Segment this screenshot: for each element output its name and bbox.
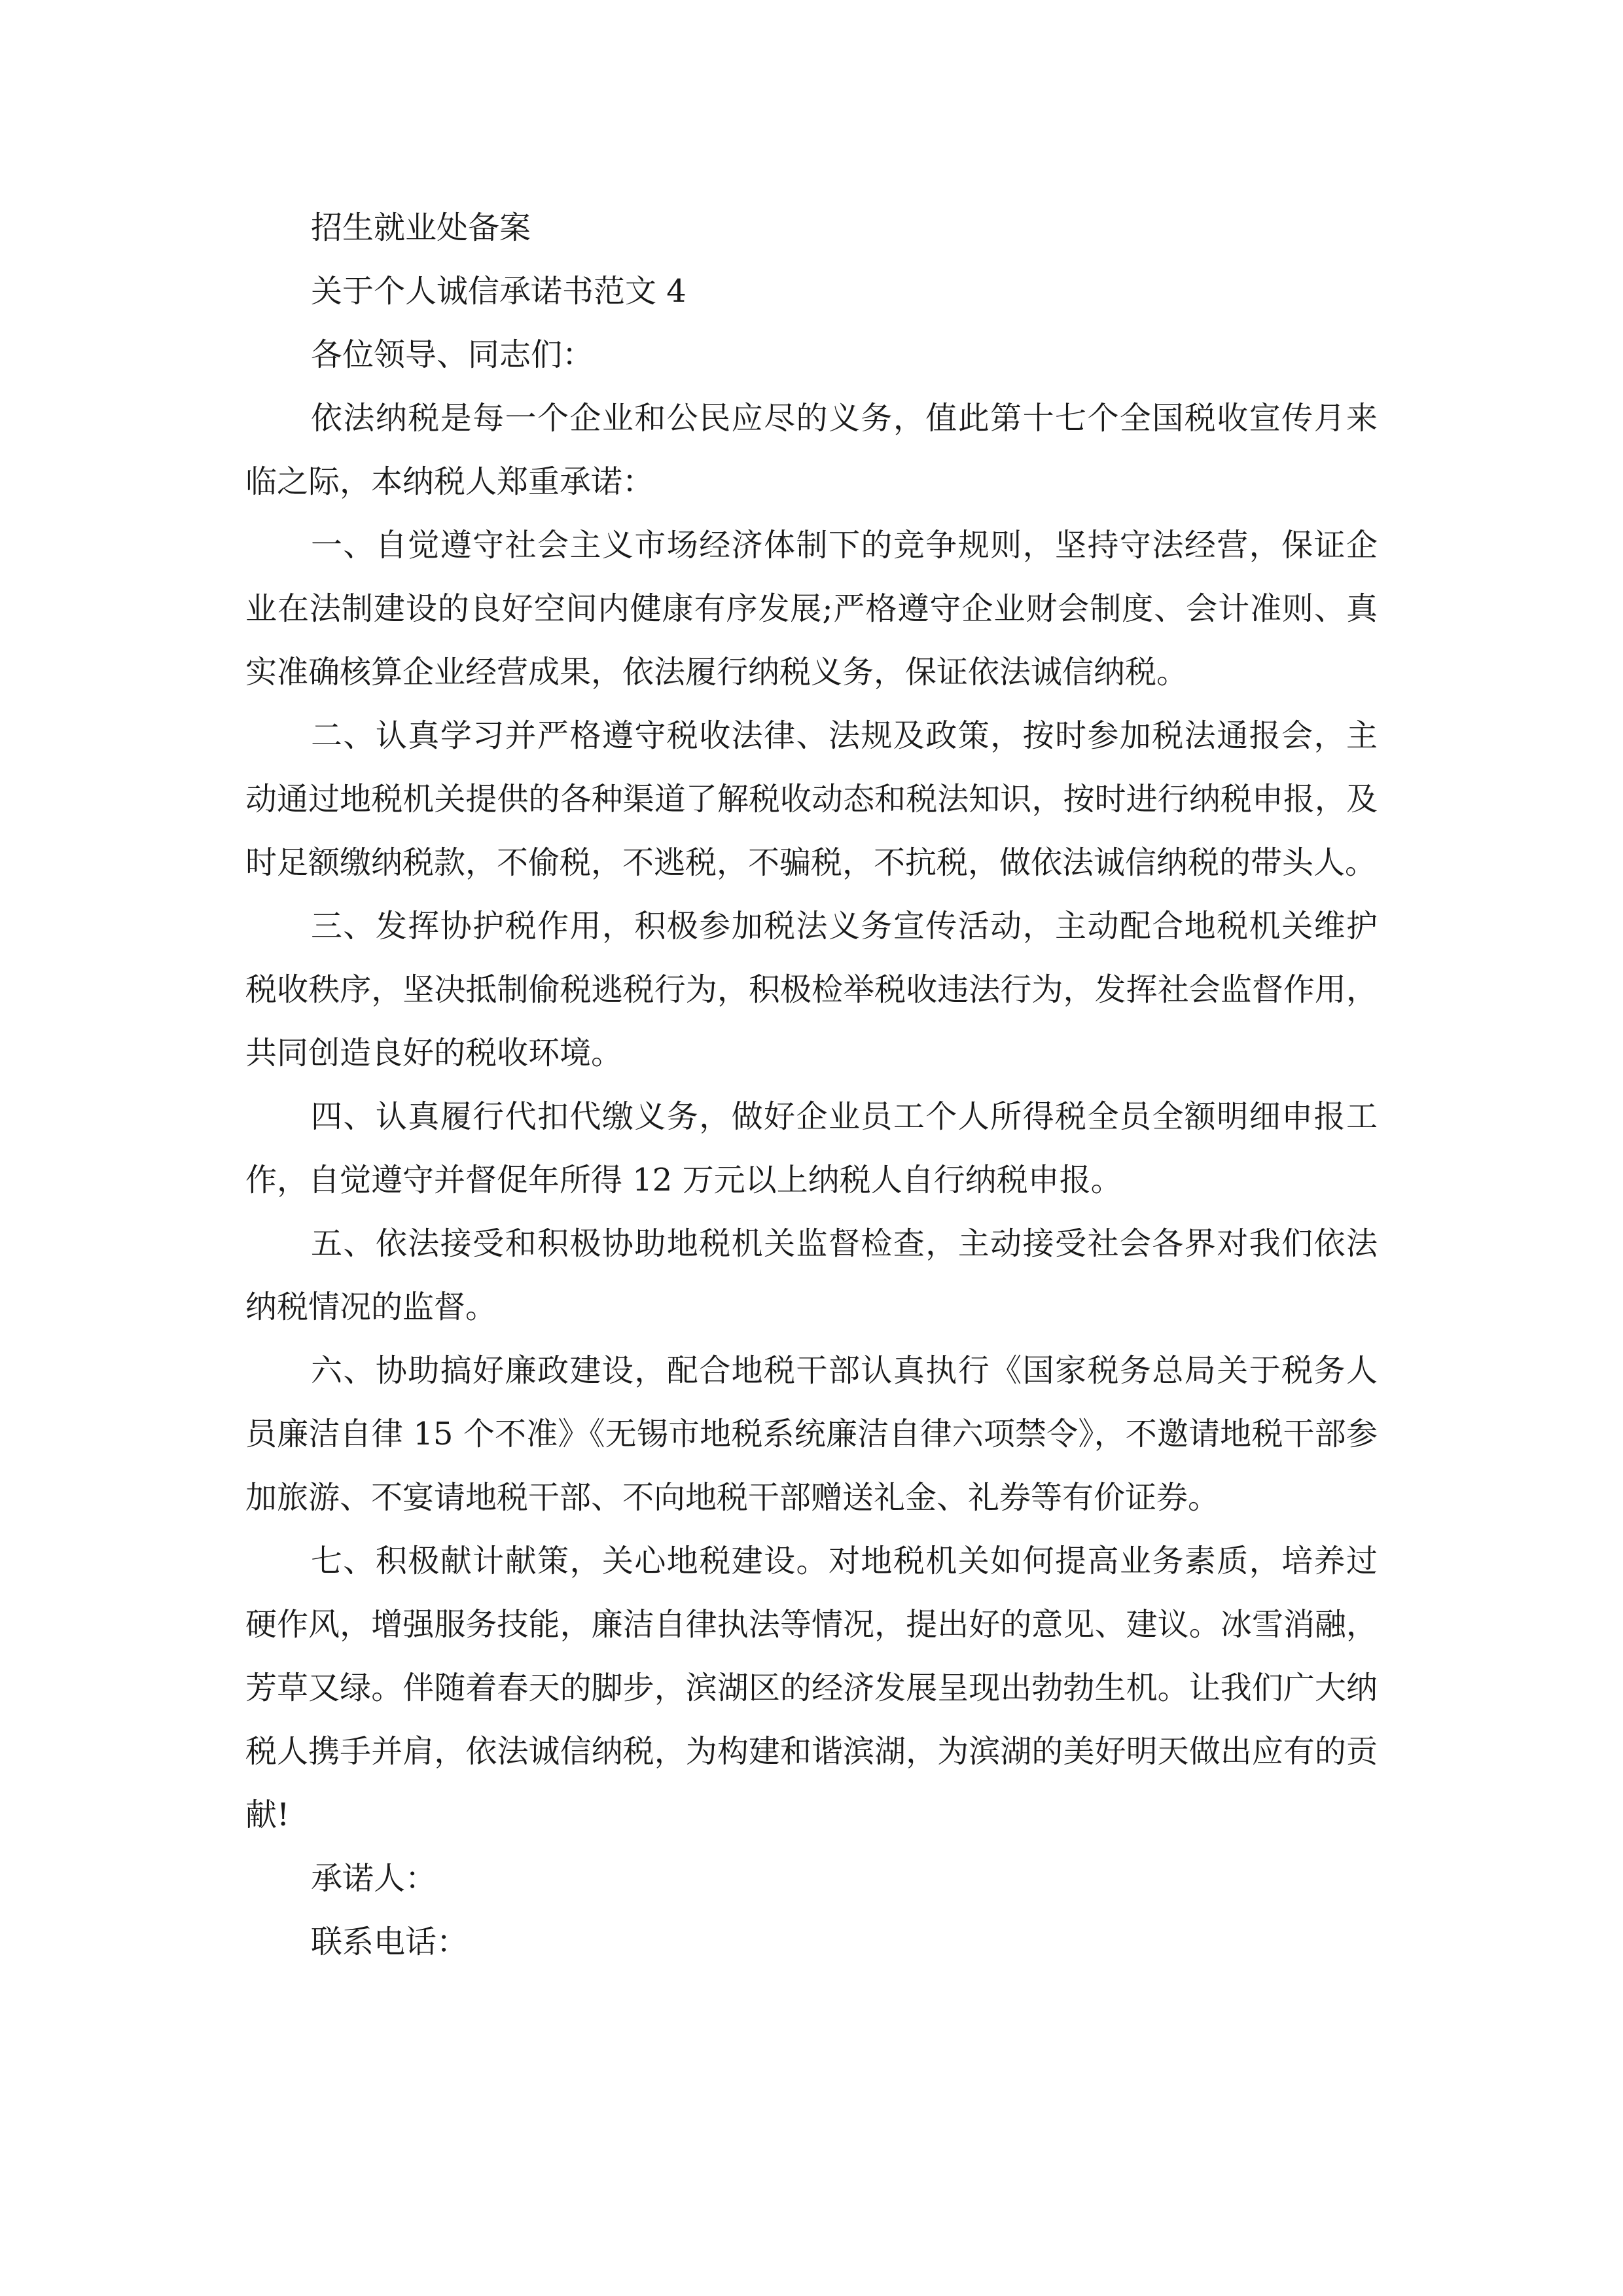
intro-paragraph: 依法纳税是每一个企业和公民应尽的义务，值此第十七个全国税收宣传月来临之际，本纳税人郑重承诺： bbox=[245, 400, 1378, 500]
filing-note: 招生就业处备案 bbox=[311, 209, 531, 246]
commitment-1: 一、自觉遵守社会主义市场经济体制下的竞争规则，坚持守法经营，保证企业在法制建设的良好空间内健康有序发展;严格遵守企业财会制度、会计准则、真实准确核算企业经营成果，依法履行纳税义务，保证依法诚信纳税。 bbox=[245, 527, 1378, 691]
document-title: 关于个人诚信承诺书范文 4 bbox=[311, 273, 687, 310]
phone-label: 联系电话： bbox=[311, 1924, 469, 1960]
salutation: 各位领导、同志们： bbox=[311, 336, 594, 373]
commitment-7: 七、积极献计献策，关心地税建设。对地税机关如何提高业务素质，培养过硬作风，增强服务技能，廉洁自律执法等情况，提出好的意见、建议。冰雪消融，芳草又绿。伴随着春天的脚步，滨湖区的经济发展呈现出勃勃生机。让我们广大纳税人携手并肩，依法诚信纳税，为构建和谐滨湖，为滨湖的美好明天做出应有的贡献! bbox=[245, 1543, 1378, 1833]
document-body bbox=[245, 196, 1378, 1974]
promisor-label: 承诺人： bbox=[311, 1860, 437, 1897]
commitment-3: 三、发挥协护税作用，积极参加税法义务宣传活动，主动配合地税机关维护税收秩序，坚决抵制偷税逃税行为，积极检举税收违法行为，发挥社会监督作用，共同创造良好的税收环境。 bbox=[245, 908, 1378, 1071]
commitment-6: 六、协助搞好廉政建设，配合地税干部认真执行《国家税务总局关于税务人员廉洁自律 15 个不准》《无锡市地税系统廉洁自律六项禁令》，不邀请地税干部参加旅游、不宴请地税干部、不向地税干部赠送礼金、礼券等有价证券。 bbox=[245, 1352, 1378, 1516]
commitment-4: 四、认真履行代扣代缴义务，做好企业员工个人所得税全员全额明细申报工作，自觉遵守并督促年所得 12 万元以上纳税人自行纳税申报。 bbox=[245, 1098, 1378, 1198]
commitment-5: 五、依法接受和积极协助地税机关监督检查，主动接受社会各界对我们依法纳税情况的监督。 bbox=[245, 1225, 1378, 1325]
commitment-2: 二、认真学习并严格遵守税收法律、法规及政策，按时参加税法通报会，主动通过地税机关提供的各种渠道了解税收动态和税法知识，按时进行纳税申报，及时足额缴纳税款，不偷税，不逃税，不骗税，不抗税，做依法诚信纳税的带头人。 bbox=[245, 717, 1378, 881]
